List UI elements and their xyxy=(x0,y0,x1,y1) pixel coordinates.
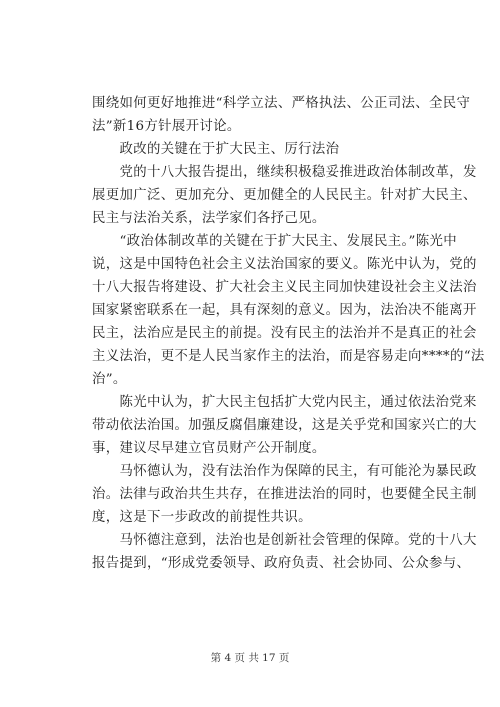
text-line: 治。法律与政治共生共存，在推进法治的同时，也要健全民主制 xyxy=(92,487,477,502)
text-line: 党的十八大报告提出，继续积极稳妥推进政治体制改革，发 xyxy=(92,165,477,180)
text-line: 报告提到，“形成党委领导、政府负责、社会协同、公众参与、 xyxy=(92,556,471,571)
text-line: “政治体制改革的关键在于扩大民主、发展民主。”陈光中 xyxy=(92,234,457,249)
text-line: 主义法治，更不是人民当家作主的法治，而是容易走向****的“法 xyxy=(92,349,485,364)
text-line: 陈光中认为，扩大民主包括扩大党内民主，通过依法治党来 xyxy=(92,395,477,410)
body-text xyxy=(92,92,485,575)
text-line: 围绕如何更好地推进“科学立法、严格执法、公正司法、全民守 xyxy=(92,96,471,111)
text-line: 展更加广泛、更加充分、更加健全的人民民主。针对扩大民主、 xyxy=(92,188,477,203)
text-line: 度，这是下一步政改的前提性共识。 xyxy=(92,510,312,525)
text-line: 国家紧密联系在一起，具有深刻的意义。因为，法治决不能离开 xyxy=(92,303,477,318)
text-line: 十八大报告将建设、扩大社会主义民主同加快建设社会主义法治 xyxy=(92,280,477,295)
text-line: 民主与法治关系，法学家们各抒己见。 xyxy=(92,211,326,226)
page-footer: 第 4 页 共 17 页 xyxy=(210,652,290,664)
text-line: 带动依法治国。加强反腐倡廉建设，这是关乎党和国家兴亡的大 xyxy=(92,418,477,433)
text-line: 事，建议尽早建立官员财产公开制度。 xyxy=(92,441,326,456)
text-line: 说，这是中国特色社会主义法治国家的要义。陈光中认为，党的 xyxy=(92,257,477,272)
text-line: 民主，法治应是民主的前提。没有民主的法治并不是真正的社会 xyxy=(92,326,477,341)
text-line: 法”新16方针展开讨论。 xyxy=(92,119,241,134)
text-line: 马怀德认为，没有法治作为保障的民主，有可能沦为暴民政 xyxy=(92,464,477,479)
section-heading: 政改的关键在于扩大民主、厉行法治 xyxy=(92,142,340,157)
text-line: 马怀德注意到，法治也是创新社会管理的保障。党的十八大 xyxy=(92,533,477,548)
text-line: 治”。 xyxy=(92,372,127,387)
